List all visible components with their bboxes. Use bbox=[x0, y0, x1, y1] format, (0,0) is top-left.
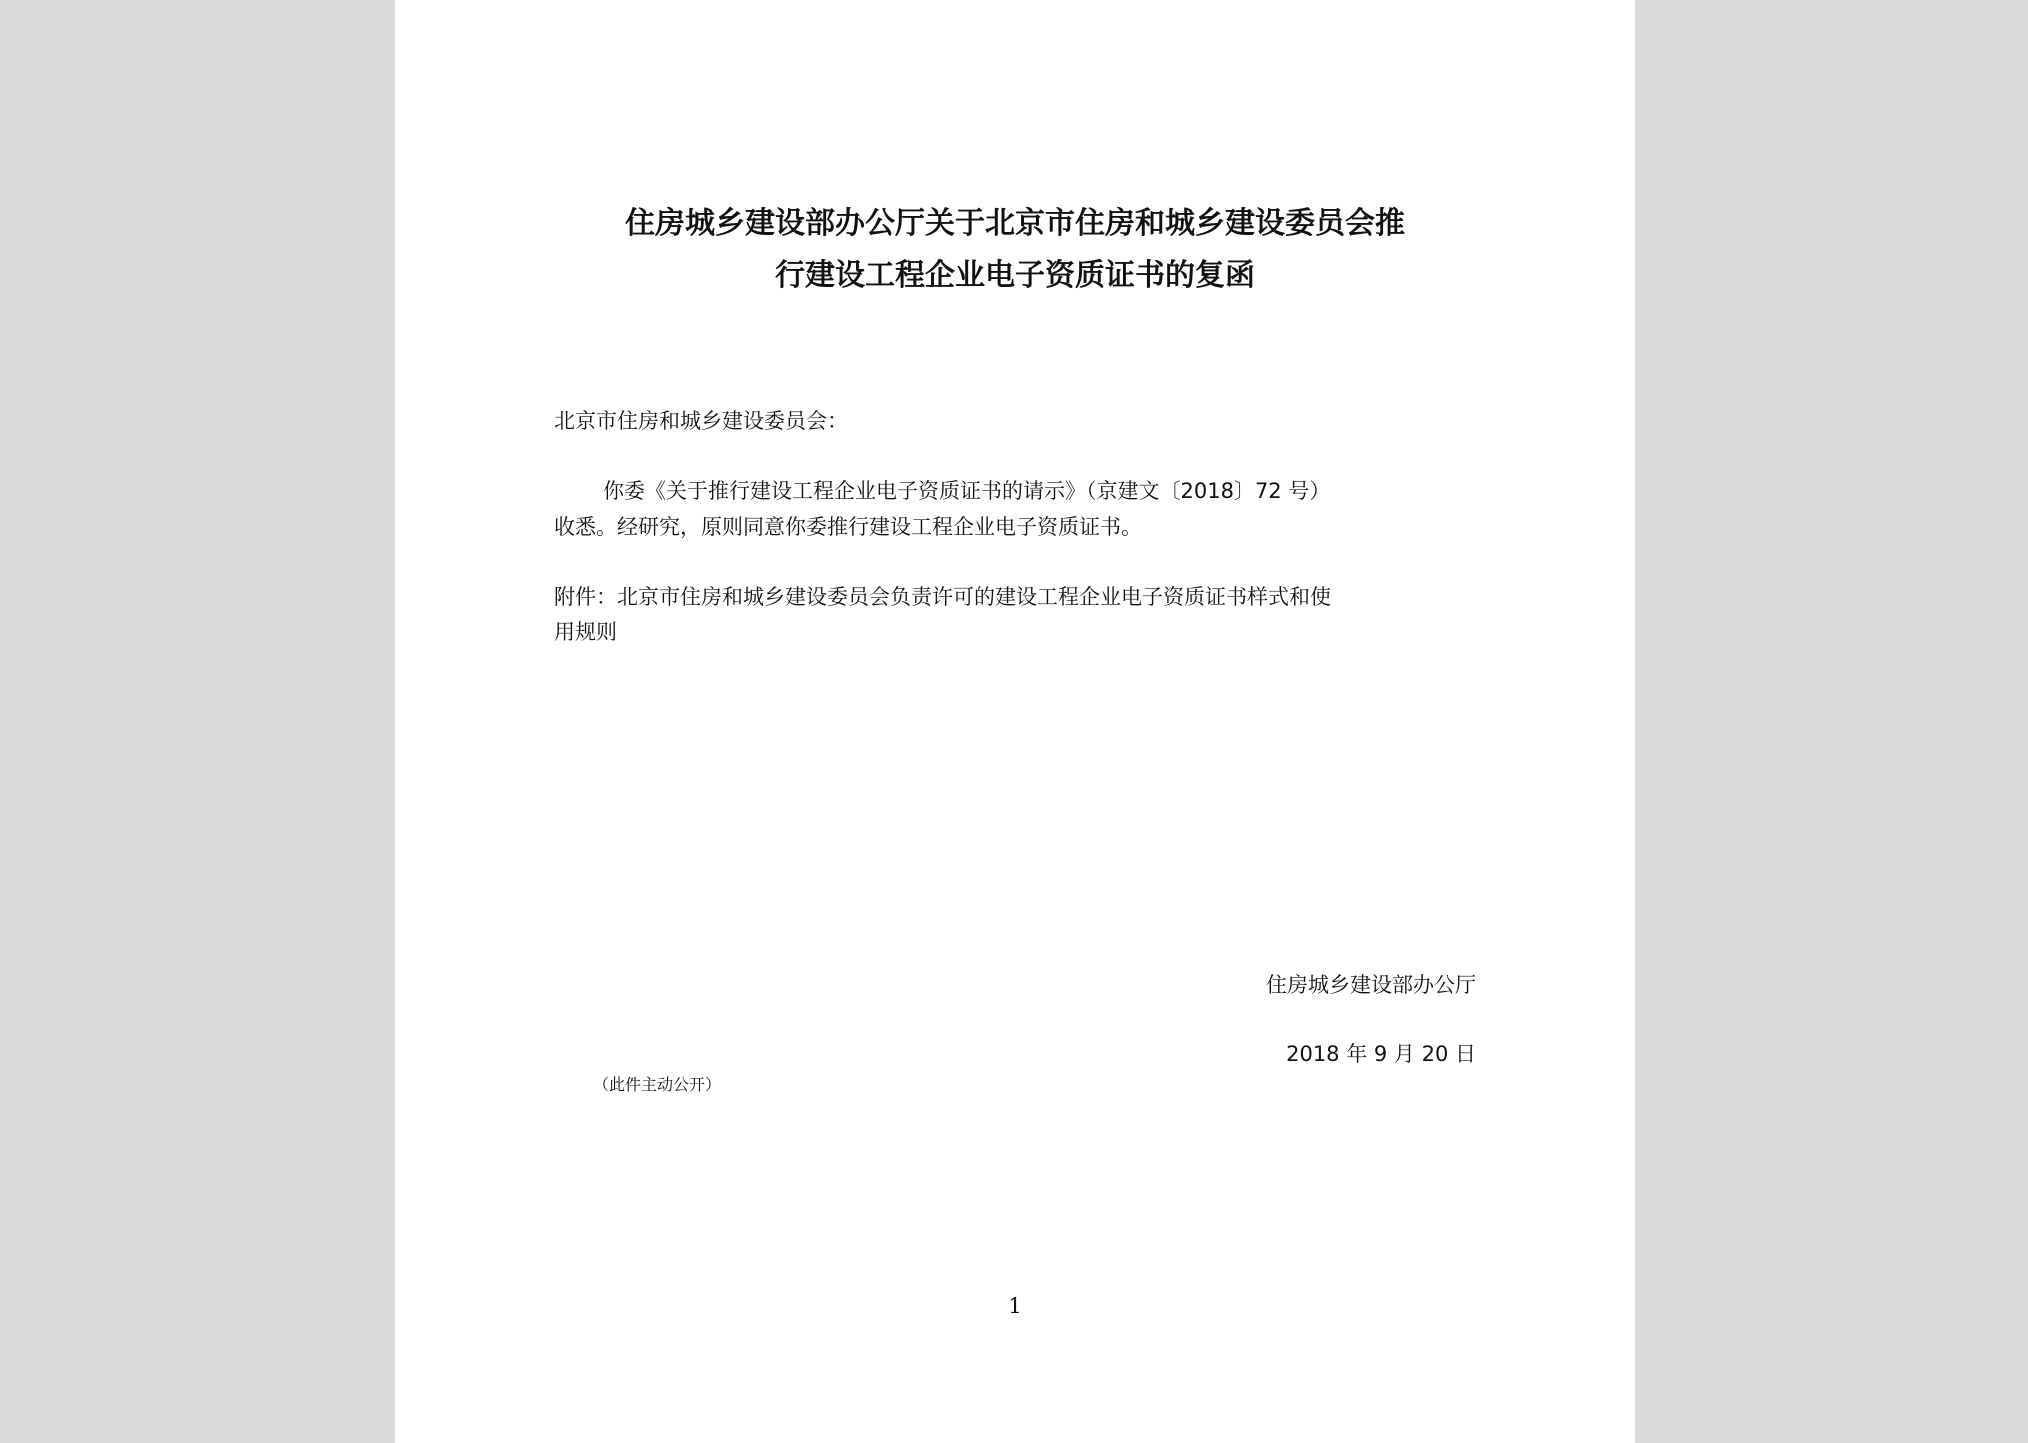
signature: 住房城乡建设部办公厅 bbox=[1266, 973, 1476, 997]
attachment-line-2: 用规则 bbox=[554, 620, 617, 644]
attachment-line-1: 附件：北京市住房和城乡建设委员会负责许可的建设工程企业电子资质证书样式和使 bbox=[554, 585, 1331, 609]
document-page bbox=[395, 0, 1635, 1443]
salutation: 北京市住房和城乡建设委员会： bbox=[554, 409, 848, 433]
date: 2018 年 9 月 20 日 bbox=[1286, 1042, 1476, 1066]
publication-note: （此件主动公开） bbox=[593, 1075, 722, 1094]
document-title bbox=[545, 198, 1485, 302]
title-line-1: 住房城乡建设部办公厅关于北京市住房和城乡建设委员会推 bbox=[625, 206, 1405, 241]
paragraph-line-2: 收悉。经研究，原则同意你委推行建设工程企业电子资质证书。 bbox=[554, 515, 1142, 539]
page-number: 1 bbox=[1008, 1294, 1022, 1318]
paragraph-line-1: 你委《关于推行建设工程企业电子资质证书的请示》（京建文〔2018〕72 号） bbox=[603, 479, 1331, 503]
title-line-2: 行建设工程企业电子资质证书的复函 bbox=[775, 258, 1255, 293]
